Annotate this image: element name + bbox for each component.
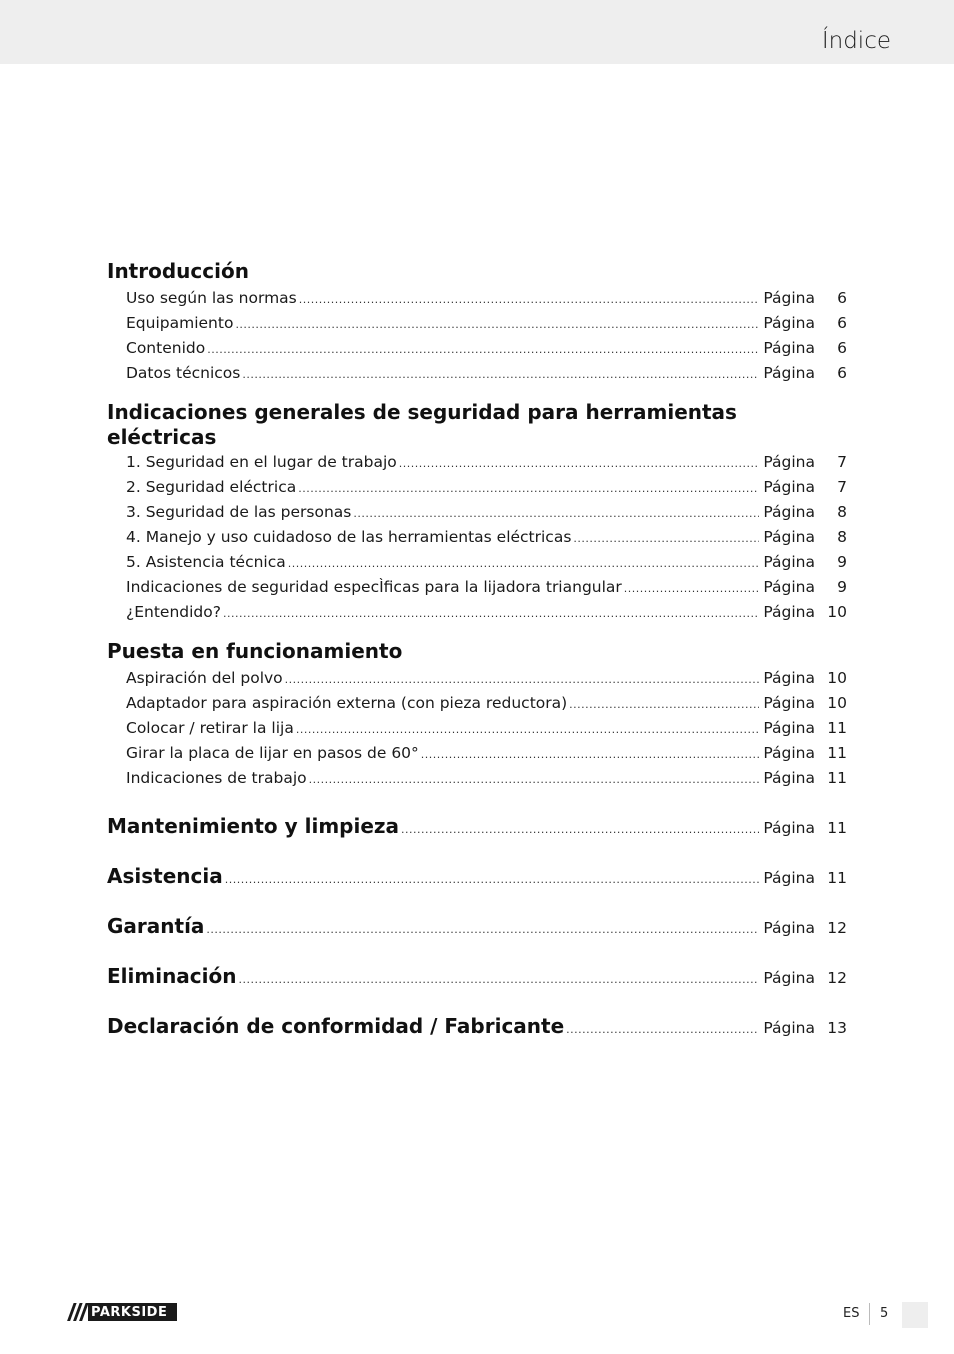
page-word: Página	[763, 744, 815, 762]
toc-entry[interactable]	[107, 691, 847, 716]
toc-entry[interactable]	[107, 600, 847, 625]
page-word: Página	[763, 1019, 815, 1037]
language-code: ES	[843, 1306, 860, 1321]
table-of-contents	[107, 259, 847, 1051]
page-word: Página	[763, 769, 815, 787]
dot-leader	[566, 1005, 759, 1055]
page-word: Página	[763, 603, 815, 621]
dot-leader	[298, 476, 759, 501]
logo-text: PARKSIDE	[91, 1304, 168, 1320]
dot-leader	[399, 451, 760, 476]
toc-entry[interactable]	[107, 716, 847, 741]
entry-label: Contenido	[126, 339, 206, 357]
main-entry-label: Asistencia	[107, 864, 223, 888]
page-word: Página	[763, 314, 815, 332]
entry-label: Colocar / retirar la lija	[126, 719, 294, 737]
entry-label: 1. Seguridad en el lugar de trabajo	[126, 453, 397, 471]
page-number: 9	[837, 553, 847, 571]
toc-section-puesta	[107, 639, 847, 791]
header-band	[0, 0, 954, 64]
section-title: Introducción	[107, 259, 249, 283]
section-title-line-2: eléctricas	[107, 425, 217, 449]
page-number: 9	[837, 578, 847, 596]
toc-entry[interactable]	[107, 475, 847, 500]
dot-leader	[242, 362, 759, 387]
dot-leader	[223, 601, 759, 626]
entry-label: ¿Entendido?	[126, 603, 221, 621]
page-number: 10	[827, 669, 847, 687]
toc-entry[interactable]	[107, 500, 847, 525]
entry-label: Aspiración del polvo	[126, 669, 283, 687]
toc-entry[interactable]	[107, 525, 847, 550]
dot-leader	[285, 667, 760, 692]
page-number-footer: 5	[880, 1306, 889, 1321]
toc-section-seguridad	[107, 400, 847, 625]
page-word: Página	[763, 453, 815, 471]
main-entry-label: Eliminación	[107, 964, 237, 988]
page-word: Página	[763, 503, 815, 521]
page-number: 10	[827, 694, 847, 712]
toc-entry[interactable]	[107, 450, 847, 475]
toc-entry[interactable]	[107, 336, 847, 361]
page-word: Página	[763, 339, 815, 357]
entry-label: 4. Manejo y uso cuidadoso de las herramientas eléctricas	[126, 528, 572, 546]
page-number: 11	[827, 719, 847, 737]
page-number: 6	[837, 289, 847, 307]
dot-leader	[573, 526, 759, 551]
dot-leader	[225, 855, 760, 905]
page-word: Página	[763, 528, 815, 546]
toc-entry[interactable]	[107, 575, 847, 600]
dot-leader	[299, 287, 760, 312]
page-word: Página	[763, 819, 815, 837]
toc-section-introduccion	[107, 259, 847, 386]
page-word: Página	[763, 919, 815, 937]
dot-leader	[296, 717, 760, 742]
page-word: Página	[763, 364, 815, 382]
page-number: 10	[827, 603, 847, 621]
page-number: 6	[837, 314, 847, 332]
dot-leader	[206, 905, 759, 955]
entry-label: 2. Seguridad eléctrica	[126, 478, 297, 496]
dot-leader	[624, 576, 760, 601]
footer-tab-marker	[902, 1302, 928, 1328]
dot-leader	[207, 337, 759, 362]
entry-label: Indicaciones de seguridad especÌficas para la lijadora triangular	[126, 578, 622, 596]
page-number: 12	[827, 969, 847, 987]
page-title: Índice	[821, 28, 891, 54]
entry-label: Girar la placa de lijar en pasos de 60°	[126, 744, 419, 762]
page-word: Página	[763, 669, 815, 687]
page-word: Página	[763, 719, 815, 737]
dot-leader	[309, 767, 760, 792]
page-word: Página	[763, 289, 815, 307]
page-word: Página	[763, 578, 815, 596]
toc-entry[interactable]	[107, 550, 847, 575]
main-entry-label: Garantía	[107, 914, 205, 938]
toc-entry[interactable]	[107, 361, 847, 386]
footer-divider	[869, 1303, 870, 1325]
logo-stripes-icon	[66, 1303, 88, 1321]
toc-main-entry-garantia[interactable]	[107, 901, 847, 951]
page-word: Página	[763, 478, 815, 496]
main-entry-label: Declaración de conformidad / Fabricante	[107, 1014, 565, 1038]
dot-leader	[239, 955, 760, 1005]
page-number: 12	[827, 919, 847, 937]
page-word: Página	[763, 553, 815, 571]
page-number: 8	[837, 528, 847, 546]
page-number: 11	[827, 819, 847, 837]
dot-leader	[288, 551, 760, 576]
toc-main-entry-asistencia[interactable]	[107, 851, 847, 901]
toc-main-entry-mantenimiento[interactable]	[107, 801, 847, 851]
section-title-line-1: Indicaciones generales de seguridad para herramientas	[107, 400, 737, 424]
main-entry-label: Mantenimiento y limpieza	[107, 814, 400, 838]
page-number: 8	[837, 503, 847, 521]
toc-entry[interactable]	[107, 666, 847, 691]
dot-leader	[353, 501, 759, 526]
page-word: Página	[763, 869, 815, 887]
entry-label: 5. Asistencia técnica	[126, 553, 286, 571]
toc-entry[interactable]	[107, 311, 847, 336]
dot-leader	[235, 312, 759, 337]
dot-leader	[401, 805, 759, 855]
page-number: 11	[827, 769, 847, 787]
entry-label: Adaptador para aspiración externa (con pieza reductora)	[126, 694, 568, 712]
page-number: 11	[827, 869, 847, 887]
page-number: 11	[827, 744, 847, 762]
dot-leader	[569, 692, 759, 717]
section-title: Puesta en funcionamiento	[107, 639, 403, 663]
entry-label: Indicaciones de trabajo	[126, 769, 307, 787]
toc-entry[interactable]	[107, 741, 847, 766]
page-word: Página	[763, 694, 815, 712]
toc-entry[interactable]	[107, 286, 847, 311]
toc-entry[interactable]	[107, 766, 847, 791]
page-word: Página	[763, 969, 815, 987]
toc-main-entry-declaracion[interactable]	[107, 1001, 847, 1051]
page-number: 13	[827, 1019, 847, 1037]
page-number: 7	[837, 453, 847, 471]
entry-label: Datos técnicos	[126, 364, 241, 382]
page-number: 7	[837, 478, 847, 496]
entry-label: Equipamiento	[126, 314, 234, 332]
dot-leader	[421, 742, 760, 767]
entry-label: 3. Seguridad de las personas	[126, 503, 352, 521]
entry-label: Uso según las normas	[126, 289, 297, 307]
page-number: 6	[837, 339, 847, 357]
toc-main-entry-eliminacion[interactable]	[107, 951, 847, 1001]
page-number: 6	[837, 364, 847, 382]
parkside-logo	[66, 1303, 177, 1321]
